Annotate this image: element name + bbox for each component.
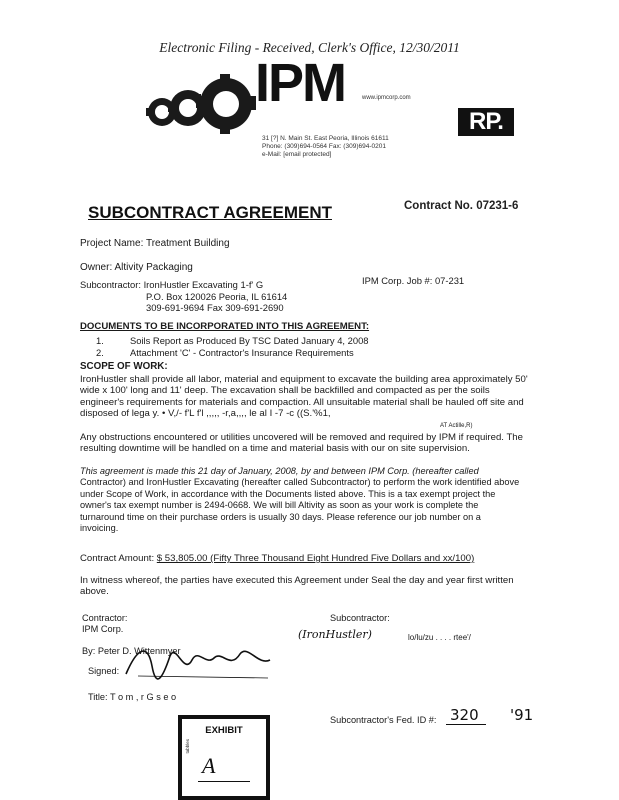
agreement-paragraph	[80, 466, 519, 534]
witness-line: In witness whereof, the parties have executed this Agreement under Seal the day and year first written	[80, 575, 514, 586]
agreement-line: under Scope of Work, in accordance with the Documents listed above. This is a tax exempt project the	[80, 488, 496, 499]
doc-item-number: 1.	[96, 335, 104, 346]
agreement-line: invoicing.	[80, 523, 119, 534]
obstruction-paragraph	[80, 432, 523, 455]
subcontractor-date: lo/lu/zu . . . . rtee'/	[408, 633, 471, 642]
subcontractor-phone: 309-691-9694 Fax 309-691-2690	[146, 302, 284, 313]
exhibit-title: EXHIBIT	[205, 725, 243, 736]
obstruction-line: Any obstructions encountered or utilities uncovered will be removed and required by IPM if required. The	[80, 432, 523, 443]
contract-amount-value: $ 53,805.00 (Fifty Three Thousand Eight Hundred Five Dollars and xx/100)	[156, 553, 475, 564]
scope-line: wide x 100' long and 11' deep. The excavation shall be backfilled and compacted as per the soils	[80, 385, 490, 397]
contractor-label: Contractor:	[82, 613, 128, 623]
project-name: Project Name: Treatment Building	[80, 238, 230, 249]
agreement-line: turnaround time on their purchase orders is usually 30 days. Please reference our job number on a	[80, 511, 481, 522]
fed-id-label: Subcontractor's Fed. ID #:	[330, 715, 437, 725]
exhibit-value: A	[202, 753, 216, 778]
doc-item-soils-report: Soils Report as Produced By TSC Dated January 4, 2008	[130, 335, 369, 346]
contractor-by: By: Peter D. Wittenmyer	[82, 646, 181, 656]
agreement-line: Contractor) and IronHustler Excavating (hereafter called Subcontractor) to perform the work identified above	[80, 477, 520, 488]
fed-id-part2: '91	[510, 706, 534, 724]
owner-name: Owner: Altivity Packaging	[80, 262, 193, 273]
company-address: 31 [?] N. Main St. East Peoria, Illinois 61611	[262, 135, 389, 142]
witness-line: above.	[80, 586, 109, 598]
contract-amount-label: Contract Amount:	[80, 553, 155, 564]
title-line: Title: T o m , r G s e o	[88, 692, 177, 702]
subcontractor-sig-label: Subcontractor:	[330, 613, 390, 623]
exhibit-side-text: tabbles	[185, 739, 190, 754]
contract-number: Contract No. 07231-6	[404, 200, 519, 212]
fed-id-part1: 320	[450, 706, 479, 724]
scope-line: IronHustler shall provide all labor, material and equipment to excavate the building area approximately 50'	[80, 374, 528, 385]
scope-line: engineer's requirements for materials and compaction. All unsuitable material shall be hauled off site and	[80, 396, 524, 408]
scope-tag: AT Actille,R)	[440, 423, 473, 429]
subcontractor-address: P.O. Box 120026 Peoria, IL 61614	[146, 291, 288, 302]
doc-item-number: 2.	[96, 347, 104, 358]
scope-heading: SCOPE OF WORK:	[80, 361, 168, 372]
fed-id-underline	[446, 724, 486, 725]
documents-heading: DOCUMENTS TO BE INCORPORATED INTO THIS AGREEMENT:	[80, 321, 370, 332]
company-phone: Phone: (309)694-0564 Fax: (309)694-0201	[262, 143, 386, 150]
job-number: IPM Corp. Job #: 07-231	[362, 275, 465, 286]
doc-item-insurance: Attachment 'C' - Contractor's Insurance Requirements	[130, 347, 354, 358]
ipm-logo-text: IPM	[255, 53, 346, 113]
filing-stamp-line: Electronic Filing - Received, Clerk's Office, 12/30/2011	[159, 40, 460, 55]
agreement-line: This agreement is made this 21 day of January, 2008, by and between IPM Corp. (hereafter called	[80, 466, 479, 476]
gear-logo-icon	[140, 66, 270, 146]
contractor-signature	[118, 636, 278, 686]
contractor-name: IPM Corp.	[82, 624, 124, 634]
company-url: www.ipmcorp.com	[362, 95, 411, 101]
company-address-block	[262, 135, 389, 159]
obstruction-line: resulting downtime will be handled on a time and material basis with our on site supervision.	[80, 443, 470, 455]
scope-paragraph	[80, 374, 550, 420]
signed-label: Signed:	[88, 666, 120, 676]
rp-logo-box: RP.	[458, 108, 514, 136]
subcontractor-signature: (IronHustler)	[298, 628, 372, 641]
agreement-line: owner's tax exempt number is 2494-0668. We will bill Altivity as soon as your work is complete the	[80, 500, 479, 511]
scope-line: disposed of lega y. • V,/- f'L f'l ,,,,, -r,a,,,, le al I -7 -c ((S.'%1,	[80, 408, 331, 420]
company-email: e-Mail: [email protected]	[262, 151, 332, 158]
document-title: SUBCONTRACT AGREEMENT	[88, 203, 332, 222]
contract-amount-row	[80, 553, 474, 564]
exhibit-stamp	[178, 715, 270, 800]
witness-paragraph	[80, 575, 514, 598]
exhibit-line	[198, 781, 250, 782]
subcontractor-name: Subcontractor: IronHustler Excavating 1-f' G	[80, 279, 264, 290]
